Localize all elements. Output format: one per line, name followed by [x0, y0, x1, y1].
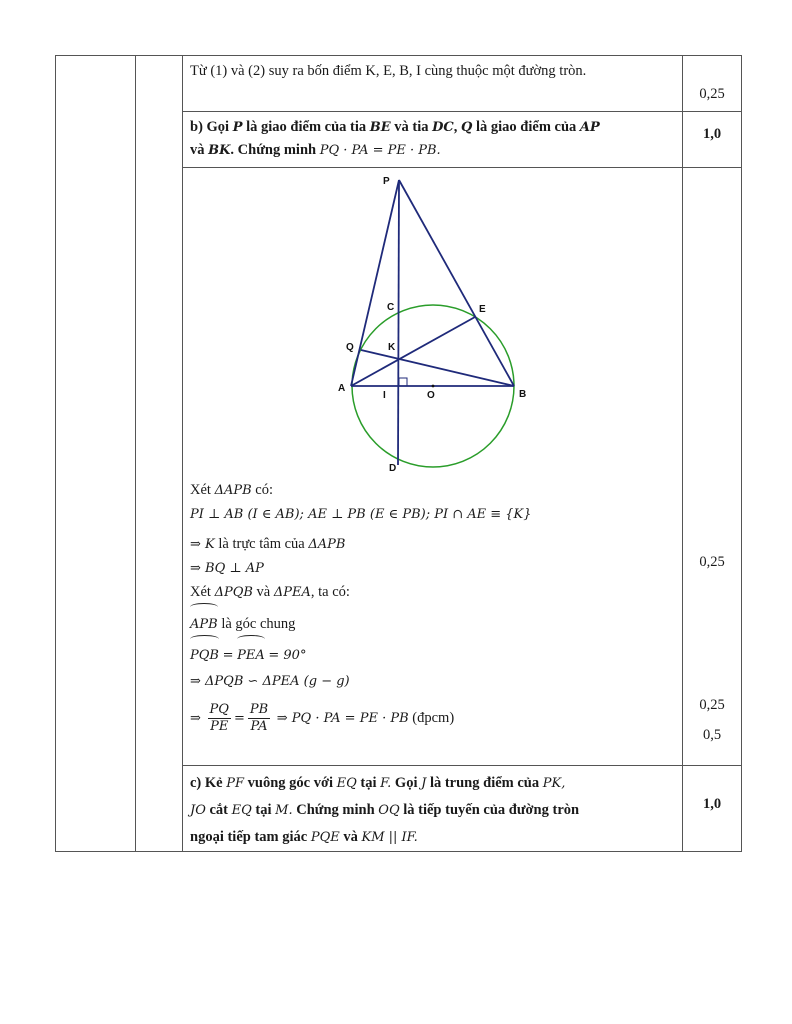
proof-text	[183, 478, 682, 740]
math-AP: AP	[579, 120, 600, 135]
math: ⇒	[190, 711, 201, 726]
math: PF	[226, 776, 245, 791]
math: = 90°	[268, 648, 307, 663]
label-Q: Q	[346, 342, 354, 353]
text: Xét	[190, 482, 211, 498]
score-1: 0,25	[699, 86, 725, 102]
math: =	[233, 711, 245, 726]
math: ⇒ BQ ⊥ AP	[190, 561, 264, 576]
label-P: P	[383, 176, 390, 187]
fraction-PQ-PE	[208, 702, 231, 735]
math-angle: APB	[190, 604, 218, 643]
proof-line-5	[190, 580, 682, 604]
numerator: PB	[249, 702, 269, 718]
proof-line-6	[190, 604, 682, 636]
text: tại	[360, 775, 377, 791]
text: và tia	[394, 119, 429, 135]
col-question	[56, 56, 136, 852]
line-PA	[351, 180, 399, 386]
text: là trực tâm của	[218, 536, 305, 552]
math: ΔAPB	[308, 537, 346, 552]
math: PK,	[542, 776, 566, 791]
right-angle-mark	[399, 378, 407, 386]
proof-line-1	[190, 478, 682, 502]
math: ⇒ PQ · PA = PE · PB	[276, 711, 409, 726]
label-B: B	[519, 389, 527, 400]
label-D: D	[389, 463, 397, 474]
text: . Chứng minh	[230, 142, 317, 158]
col-part	[136, 56, 183, 852]
line-PD	[398, 180, 399, 465]
math: ⇒ K	[190, 537, 215, 552]
part-b-label: b) Gọi	[190, 119, 230, 135]
math: PQE	[310, 830, 340, 845]
score-proof-3: 0,5	[702, 727, 722, 743]
text: tại	[255, 802, 272, 818]
text: Xét	[190, 584, 211, 600]
text: và	[190, 142, 205, 158]
math: PI ⊥ AB (I ∈ AB); AE ⊥ PB (E ∈ PB); PI ∩ AE ≡ {K}	[190, 507, 532, 522]
center-O-dot	[432, 385, 435, 388]
denominator: PA	[250, 719, 268, 735]
label-O: O	[427, 390, 435, 401]
score-cell-4	[683, 766, 742, 852]
math: ΔPQB	[214, 585, 253, 600]
score-part-c: 1,0	[702, 796, 722, 812]
math: OQ	[378, 803, 400, 818]
text: là giao điểm của tia	[246, 119, 367, 135]
text: , ta có:	[310, 584, 350, 600]
numerator: PQ	[209, 702, 229, 718]
math-angle: PEA	[237, 636, 265, 673]
text: (đpcm)	[412, 710, 455, 726]
text: Chứng minh	[296, 802, 375, 818]
text: ngoại tiếp tam giác	[190, 829, 308, 845]
score-cell-1	[683, 56, 742, 112]
text: c) Kẻ	[190, 775, 223, 791]
math-P: P	[232, 120, 243, 135]
part-b-cell	[183, 112, 683, 168]
math: JO	[190, 803, 206, 818]
proof-line-3	[190, 532, 682, 556]
text: có:	[255, 482, 273, 498]
score-proof-2: 0,25	[699, 697, 725, 713]
score-part-b: 1,0	[702, 126, 722, 142]
proof-line-8	[190, 666, 682, 696]
row-conclusion	[56, 56, 742, 112]
math: J	[421, 776, 427, 791]
math: KM || IF.	[361, 830, 418, 845]
math: EQ	[336, 776, 357, 791]
label-A: A	[338, 383, 346, 394]
math: ΔPEA	[273, 585, 311, 600]
math: ΔAPB	[214, 483, 252, 498]
math-Q: Q	[461, 120, 473, 135]
math-claim: PQ · PA = PE · PB.	[319, 143, 441, 158]
part-c-statement	[183, 766, 682, 851]
text: cắt	[209, 802, 229, 818]
math-BE: BE	[369, 120, 391, 135]
line-PB	[399, 180, 514, 386]
math: ⇒ ΔPQB ∽ ΔPEA (g − g)	[190, 674, 350, 689]
label-E: E	[479, 304, 486, 315]
part-b-statement	[183, 112, 682, 162]
proof-line-2	[190, 502, 682, 532]
math-BK: BK	[208, 143, 231, 158]
proof-line-9	[190, 696, 682, 740]
score-cell-2	[683, 112, 742, 168]
score-cell-3	[683, 168, 742, 766]
text: vuông góc với	[247, 775, 334, 791]
math-angle: PQB	[190, 636, 219, 673]
conclusion-text: Từ (1) và (2) suy ra bốn điểm K, E, B, I cùng thuộc một đường tròn.	[190, 63, 587, 79]
math: =	[222, 648, 234, 663]
text: là góc chung	[221, 616, 296, 632]
fraction-PB-PA	[248, 702, 270, 735]
math: F.	[380, 776, 392, 791]
label-I: I	[383, 390, 386, 401]
text: ,	[453, 119, 458, 135]
label-K: K	[388, 342, 396, 353]
text: là trung điểm của	[429, 775, 540, 791]
answer-table	[55, 55, 742, 852]
geometry-figure	[183, 168, 683, 478]
text: là tiếp tuyến của đường tròn	[403, 802, 580, 818]
math: EQ	[231, 803, 252, 818]
text: và	[343, 829, 358, 845]
math: M.	[275, 803, 293, 818]
part-c-cell	[183, 766, 683, 852]
text: và	[256, 584, 271, 600]
score-proof-1: 0,25	[699, 554, 725, 570]
denominator: PE	[210, 719, 229, 735]
math-DC: DC	[432, 120, 454, 135]
label-C: C	[387, 302, 395, 313]
text: là giao điểm của	[475, 119, 577, 135]
proof-cell	[183, 168, 683, 766]
conclusion-cell	[183, 56, 683, 112]
text: Gọi	[394, 775, 418, 791]
proof-line-7	[190, 636, 682, 666]
proof-line-4	[190, 556, 682, 580]
